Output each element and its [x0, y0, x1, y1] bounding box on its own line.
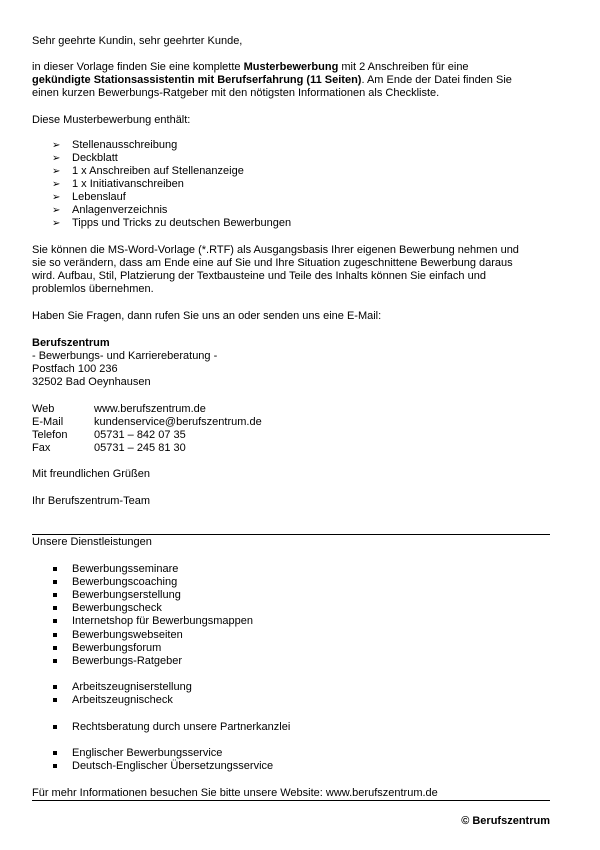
square-bullet-icon: [53, 567, 57, 571]
square-bullet-icon: [53, 751, 57, 755]
intro-line-3: einen kurzen Bewerbungs-Ratgeber mit den nötigsten Informationen als Checkliste.: [32, 87, 440, 99]
square-bullet-icon: [53, 593, 57, 597]
contact-row-email: E-Mail kundenservice@berufszentrum.de: [32, 416, 262, 428]
intro-bold-2: gekündigte Stationsassistentin mit Berufserfahrung (11 Seiten): [32, 74, 362, 86]
arrow-bullet-icon: ➢: [52, 166, 61, 177]
list-item: Bewerbungscoaching: [52, 576, 177, 589]
usage-line-1: Sie können die MS-Word-Vorlage (*.RTF) als Ausgangsbasis Ihrer eigenen Bewerbung nehmen und: [32, 244, 519, 256]
list-item: ➢ 1 x Anschreiben auf Stellenanzeige: [52, 165, 244, 177]
greeting: Sehr geehrte Kundin, sehr geehrter Kunde,: [32, 35, 243, 47]
square-bullet-icon: [53, 646, 57, 650]
list-item: Arbeitszeugnischeck: [52, 694, 173, 707]
square-bullet-icon: [53, 764, 57, 768]
contact-row-web: Web www.berufszentrum.de: [32, 403, 206, 415]
list-item: Bewerbungsseminare: [52, 563, 178, 576]
arrow-bullet-icon: ➢: [52, 179, 61, 190]
intro-text-1: in dieser Vorlage finden Sie eine komplette: [32, 61, 244, 73]
arrow-bullet-icon: ➢: [52, 153, 61, 164]
square-bullet-icon: [53, 633, 57, 637]
square-bullet-icon: [53, 580, 57, 584]
more-info-text: Für mehr Informationen besuchen Sie bitte unsere Website: www.berufszentrum.de: [32, 787, 438, 799]
square-bullet-icon: [53, 725, 57, 729]
company-subtitle: - Bewerbungs- und Karriereberatung -: [32, 350, 218, 362]
list-item: ➢ Anlagenverzeichnis: [52, 204, 168, 216]
arrow-bullet-icon: ➢: [52, 218, 61, 229]
website-link[interactable]: www.berufszentrum.de: [94, 403, 206, 415]
list-item: ➢ Stellenausschreibung: [52, 139, 178, 151]
intro-line-1: [32, 61, 469, 74]
contact-row-fax: Fax 05731 – 245 81 30: [32, 442, 186, 454]
postbox: Postfach 100 236: [32, 363, 118, 375]
closing: Mit freundlichen Grüßen: [32, 468, 150, 480]
list-item: Bewerbungswebseiten: [52, 629, 183, 642]
list-item: Bewerbungserstellung: [52, 589, 181, 602]
list-item: ➢ Lebenslauf: [52, 191, 126, 203]
square-bullet-icon: [53, 698, 57, 702]
city: 32502 Bad Oeynhausen: [32, 376, 151, 388]
arrow-bullet-icon: ➢: [52, 140, 61, 151]
services-heading: Unsere Dienstleistungen: [32, 536, 152, 548]
company-name: Berufszentrum: [32, 337, 110, 349]
list-item: Arbeitszeugniserstellung: [52, 681, 192, 694]
intro-line-2: [32, 74, 512, 87]
contact-row-phone: Telefon 05731 – 842 07 35: [32, 429, 186, 441]
arrow-bullet-icon: ➢: [52, 205, 61, 216]
list-item: Deutsch-Englischer Übersetzungsservice: [52, 760, 273, 773]
questions-text: Haben Sie Fragen, dann rufen Sie uns an oder senden uns eine E-Mail:: [32, 310, 382, 322]
list-item: Bewerbungs-Ratgeber: [52, 655, 182, 668]
list-item: Bewerbungsforum: [52, 642, 161, 655]
list-item: Internetshop für Bewerbungsmappen: [52, 615, 253, 628]
square-bullet-icon: [53, 685, 57, 689]
signature: Ihr Berufszentrum-Team: [32, 495, 150, 507]
list-item: Rechtsberatung durch unsere Partnerkanzlei: [52, 721, 290, 734]
usage-line-3: wird. Aufbau, Stil, Platzierung der Textbausteine und Teile des Inhalts können Sie einfach und: [32, 270, 486, 282]
usage-line-4: problemlos übernehmen.: [32, 283, 154, 295]
square-bullet-icon: [53, 659, 57, 663]
intro-text-3: . Am Ende der Datei finden Sie: [361, 74, 512, 86]
email-link[interactable]: kundenservice@berufszentrum.de: [94, 416, 262, 428]
copyright: © Berufszentrum: [461, 815, 550, 827]
square-bullet-icon: [53, 619, 57, 623]
list-item: ➢ Tipps und Tricks zu deutschen Bewerbungen: [52, 217, 292, 229]
list-item: ➢ Deckblatt: [52, 152, 118, 164]
intro-text-2: mit 2 Anschreiben für eine: [338, 61, 469, 73]
intro-bold-1: Musterbewerbung: [243, 61, 339, 73]
divider-top: [32, 534, 550, 535]
list-item: ➢ 1 x Initiativanschreiben: [52, 178, 184, 190]
usage-line-2: sie so verändern, dass am Ende eine auf Sie und Ihre Situation zugeschnittene Bewerbung daraus: [32, 257, 513, 269]
list-item: Englischer Bewerbungsservice: [52, 747, 222, 760]
list-item: Bewerbungscheck: [52, 602, 162, 615]
divider-bottom: [32, 800, 550, 801]
square-bullet-icon: [53, 606, 57, 610]
contents-heading: Diese Musterbewerbung enthält:: [32, 114, 191, 126]
arrow-bullet-icon: ➢: [52, 192, 61, 203]
